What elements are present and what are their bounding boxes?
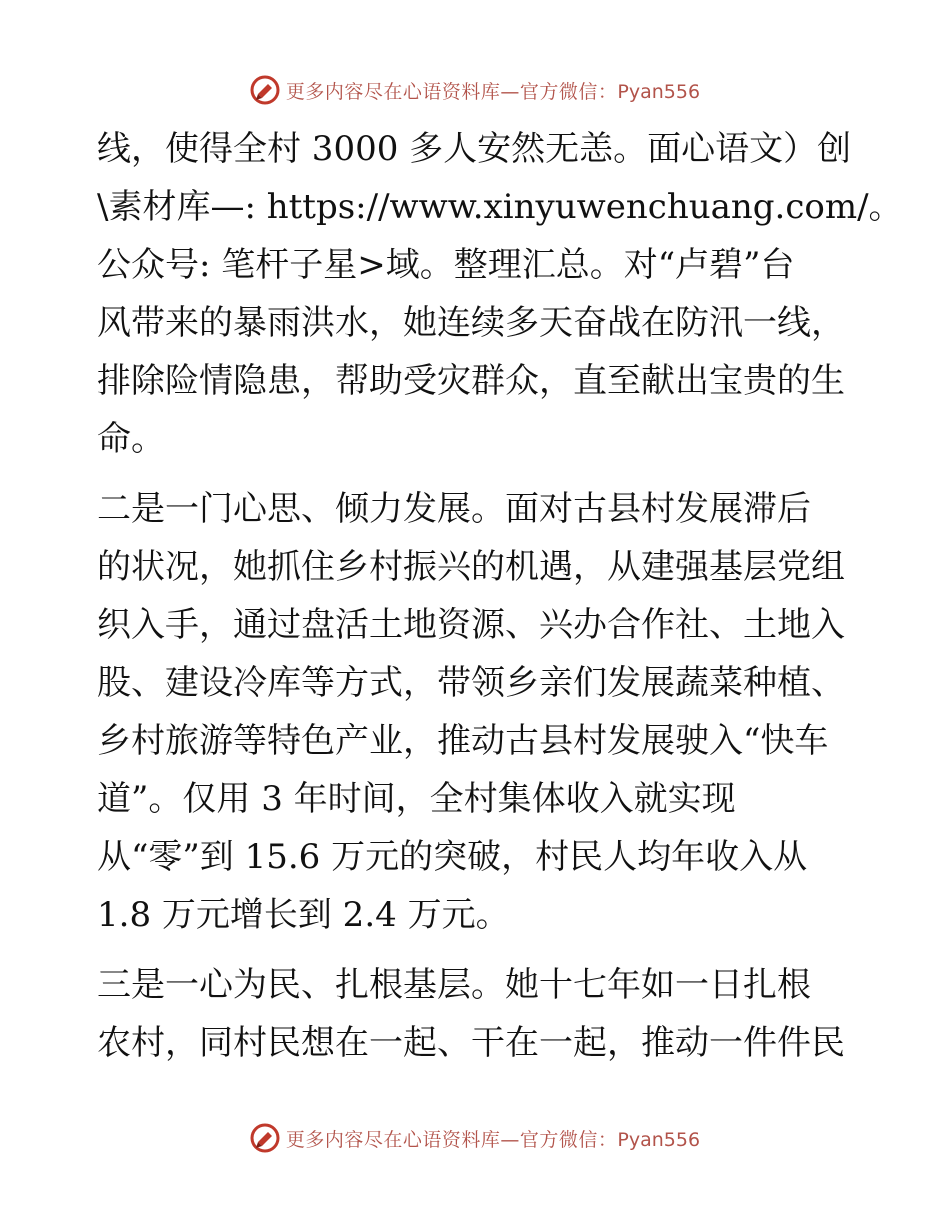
footer-banner-text: 更多内容尽在心语资料库—官方微信：Pyan556 xyxy=(285,1128,701,1151)
text-line: 排除险情隐患，帮助受灾群众，直至献出宝贵的生 xyxy=(97,361,845,401)
logo-icon xyxy=(250,1123,280,1153)
text-line: \素材库—: https://www.xinyuwenchuang.com/。 xyxy=(97,187,903,227)
text-line: 从“零”到 15.6 万元的突破，村民人均年收入从 xyxy=(97,837,808,877)
text-line: 公众号: 笔杆子星>域。整理汇总。对“卢碧”台 xyxy=(97,245,795,285)
paragraph-3 xyxy=(97,956,857,1072)
text-line: 道”。仅用 3 年时间，全村集体收入就实现 xyxy=(97,779,736,819)
text-line: 线，使得全村 3000 多人安然无恙。面心语文）创 xyxy=(97,129,852,169)
header-banner xyxy=(0,70,950,110)
text-line: 二是一门心思、倾力发展。面对古县村发展滞后 xyxy=(97,489,811,529)
text-line: 股、建设冷库等方式，带领乡亲们发展蔬菜种植、 xyxy=(97,663,845,703)
text-line: 1.8 万元增长到 2.4 万元。 xyxy=(97,895,510,935)
text-line: 农村，同村民想在一起、干在一起，推动一件件民 xyxy=(97,1023,845,1063)
header-wechat-account: Pyan556 xyxy=(617,80,701,103)
text-line: 命。 xyxy=(97,419,165,459)
paragraph-1 xyxy=(97,120,903,468)
text-line: 风带来的暴雨洪水，她连续多天奋战在防汛一线， xyxy=(97,303,845,343)
text-line: 织入手，通过盘活土地资源、兴办合作社、土地入 xyxy=(97,605,845,645)
text-line: 的状况，她抓住乡村振兴的机遇，从建强基层党组 xyxy=(97,547,845,587)
footer-wechat-account: Pyan556 xyxy=(617,1128,701,1151)
footer-banner xyxy=(0,1118,950,1158)
logo-icon xyxy=(250,75,280,105)
paragraph-2 xyxy=(97,480,857,944)
text-line: 三是一心为民、扎根基层。她十七年如一日扎根 xyxy=(97,965,811,1005)
header-banner-text: 更多内容尽在心语资料库—官方微信：Pyan556 xyxy=(285,80,701,103)
text-line: 乡村旅游等特色产业，推动古县村发展驶入“快车 xyxy=(97,721,829,761)
document-body xyxy=(97,120,903,1072)
